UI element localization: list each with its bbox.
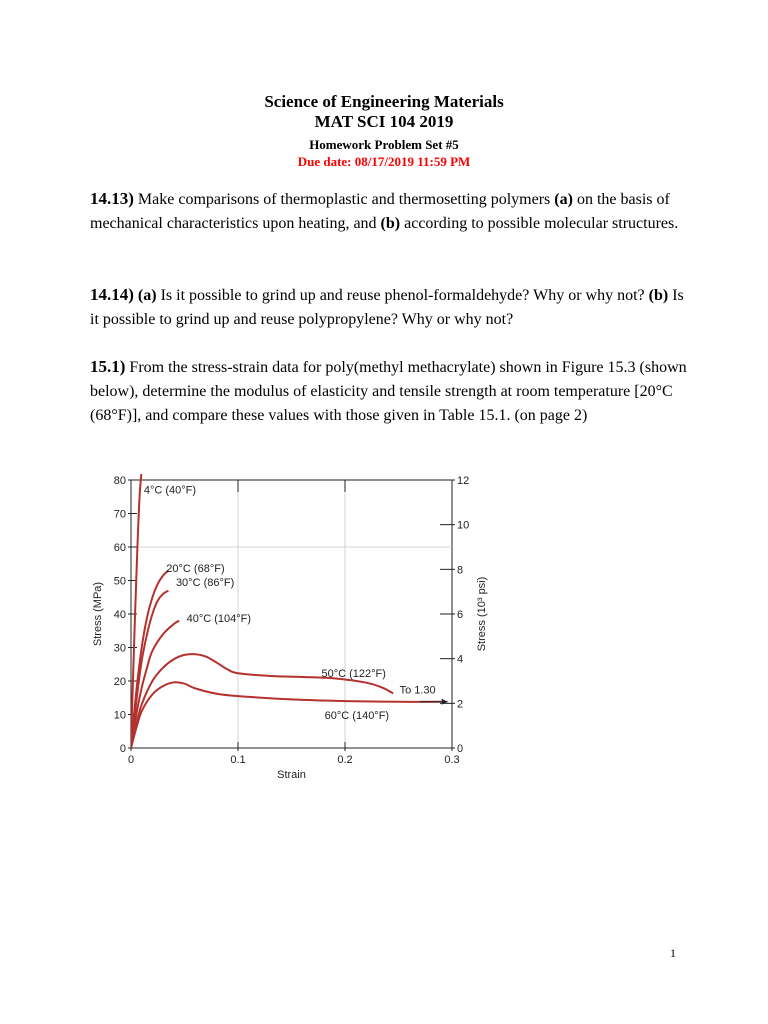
document-header [0, 92, 768, 169]
x-tick-label: 0.3 [444, 754, 460, 766]
stress-strain-figure [85, 468, 505, 788]
series-line [131, 682, 441, 748]
x-tick-label: 0 [127, 754, 135, 766]
due-date: Due date: 08/17/2019 11:59 PM [297, 154, 471, 169]
x-tick-label: 0.2 [337, 754, 353, 766]
y-tick-label: 80 [113, 475, 126, 487]
series-label: 40°C (104°F) [186, 613, 252, 626]
series-label: 4°C (40°F) [143, 484, 197, 497]
y-right-tick-label: 8 [457, 564, 464, 577]
problem-14-13 [90, 187, 690, 236]
series-label: 60°C (140°F) [324, 709, 390, 722]
problem-text: on the basis of mechanical characteristics upon heating, and [90, 191, 670, 232]
x-axis-label: Strain [277, 769, 306, 781]
problem-text: From the stress-strain data for poly(methyl methacrylate) shown in Figure 15.3 (shown below), determine the modulus of elasticity and tensile strength at room temperature [20°C (68°F)], and compare these values with those given in Table 15.1. (on page 2) [90, 359, 687, 424]
x-tick-label: 0.1 [230, 754, 246, 766]
problem-text: Is it possible to grind up and reuse phenol-formaldehyde? Why or why not? [156, 287, 649, 304]
part-label: (a) [137, 287, 157, 304]
y-tick-label: 0 [119, 743, 126, 755]
series-label: 20°C (68°F) [166, 562, 225, 575]
y-tick-label: 40 [113, 609, 126, 621]
document-title: Science of Engineering Materials [264, 92, 504, 111]
y-tick-label: 70 [113, 508, 126, 521]
y-right-tick-label: 2 [457, 698, 464, 711]
problem-14-14 [90, 283, 690, 332]
page-number: 1 [670, 946, 676, 960]
annotation-text: To 1.30 [399, 684, 436, 697]
y-right-tick-label: 12 [457, 475, 470, 487]
part-label: (b) [380, 215, 401, 232]
annotation-arrowhead [442, 699, 448, 705]
y-right-axis-label: Stress (10³ psi) [476, 576, 488, 652]
plot-frame [131, 480, 452, 748]
series-label: 30°C (86°F) [175, 577, 235, 590]
problem-15-1 [90, 355, 690, 428]
problem-text: Make comparisons of thermoplastic and thermosetting polymers [133, 191, 555, 208]
problem-number: 15.1) [90, 357, 126, 376]
assignment-title: Homework Problem Set #5 [309, 137, 459, 152]
series-label: 50°C (122°F) [321, 667, 386, 680]
y-right-tick-label: 6 [457, 609, 464, 621]
y-tick-label: 50 [113, 575, 126, 588]
y-right-tick-label: 0 [457, 743, 464, 755]
part-label: (b) [648, 287, 669, 304]
y-tick-label: 10 [113, 709, 126, 722]
problem-number: 14.13) [90, 189, 134, 208]
stress-strain-chart [85, 468, 505, 788]
y-right-tick-label: 10 [457, 519, 470, 532]
problem-number: 14.14) [90, 285, 134, 304]
course-code: MAT SCI 104 2019 [314, 112, 454, 131]
y-right-tick-label: 4 [457, 653, 464, 666]
problem-text: according to possible molecular structures. [400, 215, 679, 232]
problem-text: Is it possible to grind up and reuse polypropylene? Why or why not? [90, 287, 684, 328]
y-tick-label: 30 [113, 642, 126, 655]
y-tick-label: 20 [113, 676, 126, 688]
y-tick-label: 60 [113, 542, 126, 554]
y-axis-label: Stress (MPa) [92, 581, 104, 647]
part-label: (a) [554, 191, 573, 208]
